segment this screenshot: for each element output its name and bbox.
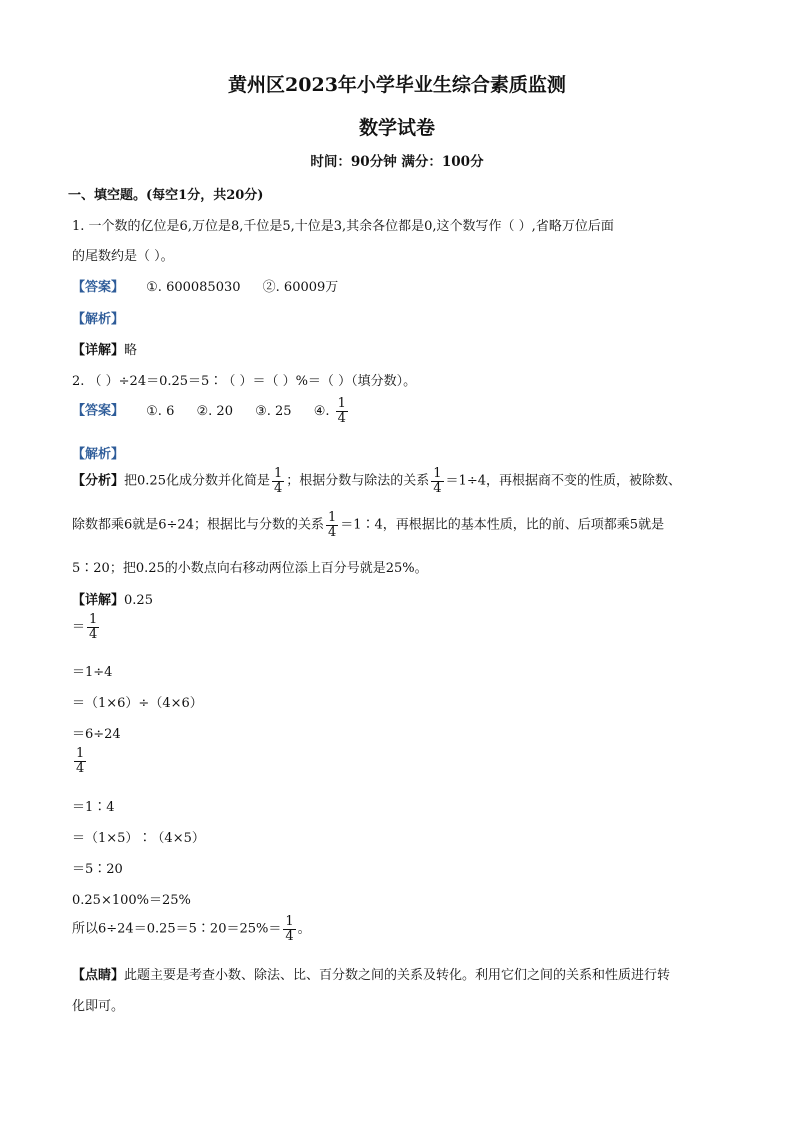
section-heading: 一、填空题。(每空1分，共20分) bbox=[68, 188, 264, 203]
detail-tag: 【详解】 bbox=[72, 343, 125, 358]
q1-detail-line bbox=[72, 339, 137, 358]
q2-dianjing-line1: 【点睛】此题主要是考查小数、除法、比、百分数之间的关系及转化。利用它们之间的关系和性质进行转 bbox=[72, 968, 671, 983]
q2-step: ＝（1×5）∶（4×5） bbox=[72, 831, 205, 846]
q2-step: ＝5∶20 bbox=[72, 862, 123, 877]
detail-tag: 【详解】 bbox=[72, 593, 125, 608]
q2-fenxi-line1: 【分析】把0.25化成分数并化简是 $\frac{1}{4}$ ；根据分数与除法的关系 $\frac{1}{4}$ ＝1÷4，再根据商不变的性质，被除数、 bbox=[72, 466, 681, 496]
q2-step-frac: ＝ $\frac{1}{4}$ bbox=[72, 612, 98, 642]
q2-analysis-tag: 【解析】 bbox=[72, 447, 125, 462]
q1-answer-2: ②. 60009万 bbox=[262, 280, 339, 295]
fraction-one-quarter: $\frac{1}{4}$ bbox=[76, 746, 85, 776]
q2-step-frac-alone bbox=[72, 747, 88, 775]
q2-answer-line bbox=[72, 397, 350, 425]
q1-answer-1: ①. 600085030 bbox=[146, 280, 241, 295]
q2-answer-3: ③. 25 bbox=[255, 403, 292, 419]
fenxi-tag: 【分析】 bbox=[72, 473, 125, 489]
q2-answer-2: ②. 20 bbox=[196, 403, 233, 419]
fraction-one-quarter: $\frac{1}{4}$ bbox=[89, 612, 98, 642]
q2-step: ＝1÷4 bbox=[72, 665, 113, 680]
q2-answer-1: ①. 6 bbox=[146, 403, 175, 419]
q2-dianjing-line2: 化即可。 bbox=[72, 999, 125, 1014]
dianjing-tag: 【点睛】 bbox=[72, 968, 125, 983]
q2-text: 2. （ ）÷24＝0.25＝5∶（ ）＝（ ）%＝（ ）（填分数）。 bbox=[72, 374, 417, 389]
q2-step: ＝1∶4 bbox=[72, 800, 115, 815]
q2-fenxi-line3: 5∶20；把0.25的小数点向右移动两位添上百分号就是25%。 bbox=[72, 561, 428, 576]
fraction-one-quarter: $\frac{1}{4}$ bbox=[273, 466, 283, 496]
fraction-one-quarter: $\frac{1}{4}$ bbox=[433, 466, 442, 496]
q1-answer-line bbox=[72, 276, 338, 295]
q2-fenxi-line2: 除数都乘6就是6÷24；根据比与分数的关系 $\frac{1}{4}$ ＝1∶4，再根据比的基本性质，比的前、后项都乘5就是 bbox=[72, 510, 665, 540]
q1-text-line1: 1. 一个数的亿位是6,万位是8,千位是5,十位是3,其余各位都是0,这个数写作（ ）,省略万位后面 bbox=[72, 219, 614, 234]
fraction-one-quarter: $\frac{1}{4}$ bbox=[285, 914, 294, 944]
q2-conclusion: 所以6÷24＝0.25＝5∶20＝25%＝ $\frac{1}{4}$ 。 bbox=[72, 914, 311, 944]
exam-subtitle: 数学试卷 bbox=[358, 117, 435, 139]
fraction-one-quarter: $\frac{1}{4}$ bbox=[327, 510, 337, 540]
q2-answer-4: ④. bbox=[313, 403, 330, 419]
q1-analysis-tag: 【解析】 bbox=[72, 312, 125, 327]
q1-text-line2: 的尾数约是（ ）。 bbox=[72, 249, 174, 264]
fraction-one-quarter: $\frac{1}{4}$ bbox=[337, 396, 346, 426]
q2-detail-line: 【详解】0.25 bbox=[72, 593, 153, 608]
q2-step: 0.25×100%＝25% bbox=[72, 893, 191, 908]
q2-step: ＝6÷24 bbox=[72, 727, 121, 742]
answer-tag: 【答案】 bbox=[72, 280, 125, 295]
exam-title: 黄州区2023年小学毕业生综合素质监测 bbox=[228, 74, 566, 96]
exam-time-info: 时间：90分钟 满分：100分 bbox=[310, 154, 484, 170]
q2-step: ＝（1×6）÷（4×6） bbox=[72, 696, 203, 711]
answer-tag: 【答案】 bbox=[72, 403, 125, 419]
q1-detail-text: 略 bbox=[124, 343, 138, 358]
